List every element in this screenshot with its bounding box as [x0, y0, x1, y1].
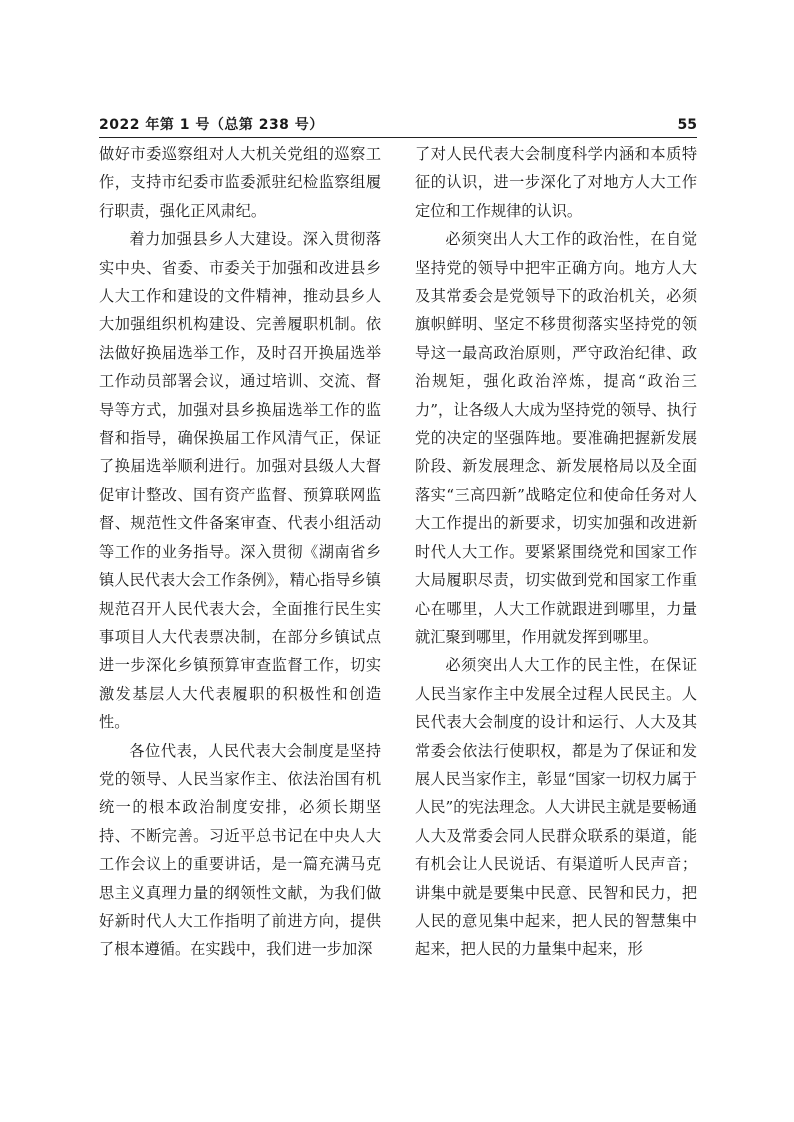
- right-column: [415, 140, 697, 964]
- page-header: [99, 115, 697, 137]
- paragraph: [415, 651, 697, 963]
- issue-label: 2022 年第 1 号（总第 238 号）: [99, 117, 324, 133]
- paragraph-lead: 必须突出人大工作的政治性，在自觉坚持党的领导中把牢正确方向。: [415, 230, 697, 277]
- paragraph: 做好市委巡察组对人大机关党组的巡察工作，支持市纪委市监委派驻纪检监察组履行职责，强化正风肃纪。: [99, 145, 381, 220]
- paragraph-lead: 着力加强县乡人大建设。: [129, 230, 303, 249]
- paragraph: 了对人民代表大会制度科学内涵和本质特征的认识，进一步深化了对地方人大工作定位和工作规律的认识。: [415, 145, 697, 220]
- left-column: [99, 140, 381, 964]
- header-divider: [99, 137, 697, 138]
- paragraph: [99, 225, 381, 736]
- paragraph-lead: 必须突出人大工作的民主性，在保证人民当家作主中发展全过程人民民主。: [415, 656, 697, 703]
- paragraph-body: 人民代表大会制度的设计和运行、人大及其常委会依法行使职权，都是为了保证和发展人民当家作主，彰显“国家一切权力属于人民”的宪法理念。人大讲民主就是要畅通人大及常委会同人民群众联系的渠道，能有机会让人民说话、有渠道听人民声音；讲集中就是要集中民意、民智和民力，把人民的意见集中起来，把人民的智慧集中起来，把人民的力量集中起来，形: [415, 684, 697, 959]
- paragraph: 各位代表，人民代表大会制度是坚持党的领导、人民当家作主、依法治国有机统一的根本政治制度安排，必须长期坚持、不断完善。习近平总书记在中央人大工作会议上的重要讲话，是一篇充满马克思主义真理力量的纲领性文献，为我们做好新时代人大工作指明了前进方向，提供了根本遵循。在实践中，我们进一步加深: [99, 741, 381, 959]
- paragraph-body: 深入贯彻落实中央、省委、市委关于加强和改进县乡人大工作和建设的文件精神，推动县乡人大加强组织机构建设、完善履职机制。依法做好换届选举工作，及时召开换届选举工作动员部署会议，通过培训、交流、督导等方式，加强对县乡换届选举工作的监督和指导，确保换届工作风清气正，保证了换届选举顺利进行。加强对县级人大督促审计整改、国有资产监督、预算联网监督、规范性文件备案审查、代表小组活动等工作的业务指导。深入贯彻《湖南省乡镇人民代表大会工作条例》，精心指导乡镇规范召开人民代表大会，全面推行民生实事项目人大代表票决制，在部分乡镇试点进一步深化乡镇预算审查监督工作，切实激发基层人大代表履职的积极性和创造性。: [99, 230, 382, 732]
- page-number: 55: [677, 117, 697, 133]
- paragraph-body: 地方人大及其常委会是党领导下的政治机关，必须旗帜鲜明、坚定不移贯彻落实坚持党的领导这一最高政治原则，严守政治纪律、政治规矩，强化政治淬炼，提高“政治三力”，让各级人大成为坚持党的领导、执行党的决定的坚强阵地。要准确把握新发展阶段、新发展理念、新发展格局以及全面落实“三高四新”战略定位和使命任务对人大工作提出的新要求，切实加强和改进新时代人大工作。要紧紧围绕党和国家工作大局履职尽责，切实做到党和国家工作重心在哪里，人大工作就跟进到哪里，力量就汇聚到哪里，作用就发挥到哪里。: [415, 258, 698, 646]
- paragraph: [415, 225, 697, 651]
